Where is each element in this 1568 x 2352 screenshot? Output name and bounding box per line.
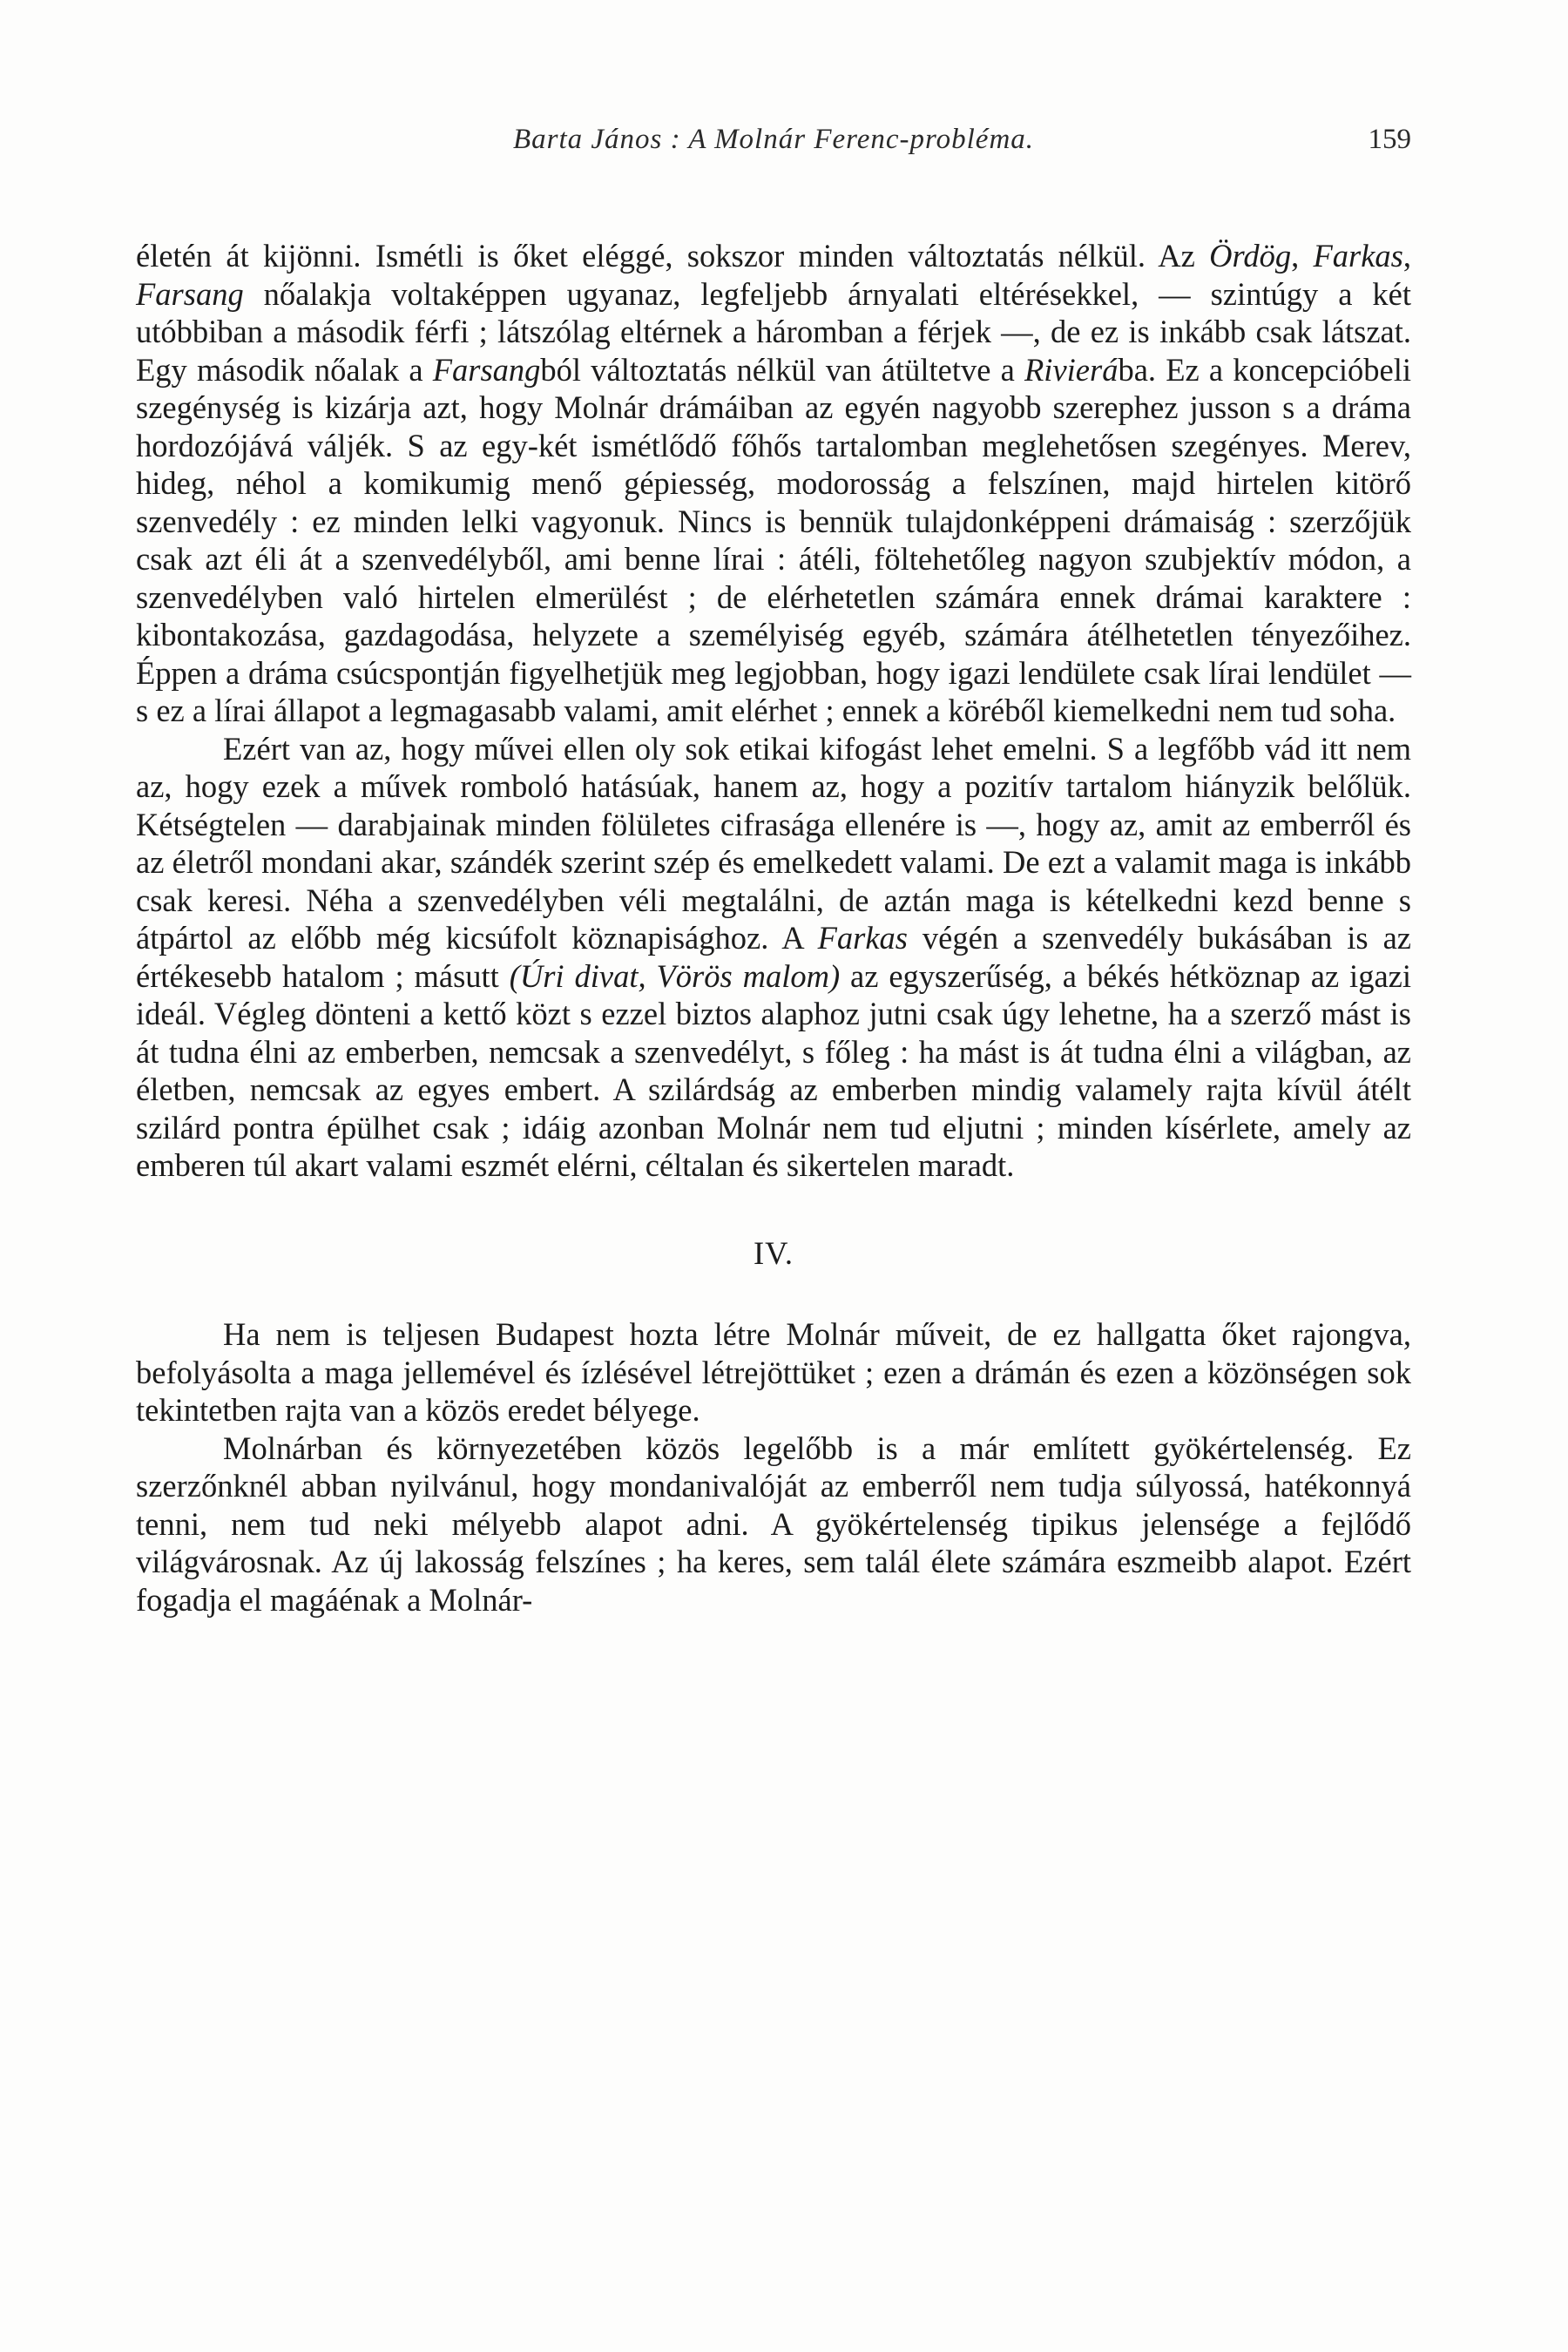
paragraph-budapest: Ha nem is teljesen Budapest hozta létre Molnár műveit, de ez hallgatta őket rajongva, befolyásolta a maga jellemével és ízlésével létrejöttüket ; ezen a drámán és ezen a közönségen sok tekintetben rajta van a közös eredet bélyege. — [136, 1316, 1411, 1428]
paragraph-rootlessness: Molnárban és környezetében közös legelőbb is a már említett gyökértelenség. Ez szerzőnknél abban nyilvánul, hogy mondanivalóját az emberről nem tudja súlyossá, hatékonnyá tenni, nem tud neki mélyebb alapot adni. A gyökértelenség tipikus jelensége a fejlődő világvárosnak. Az új lakosság felszínes ; ha keres, sem talál élete számára eszmeibb alapot. Ezért fogadja el magáénak a Molnár- — [136, 1429, 1411, 1618]
paragraph-ethics — [136, 730, 1411, 1185]
title-farsang: Farsang — [136, 275, 244, 312]
text-run: Ezért van az, hogy művei ellen oly sok etikai kifogást lehet emelni. S a legfőbb vád itt nem az, hogy ezek a művek romboló hatásúak, hanem az, hogy a pozitív tartalom hiányzik belőlük. Kétségtelen — darabjainak minden fölületes cifrasága ellenére is —, hogy az, amit az emberről és az életről mondani akar, szándék szerint szép és emelkedett valami. De ezt a valamit maga is inkább csak keresi. Néha a szenvedélyben véli megtalálni, de aztán maga is kételkedni kezd benne s átpártol az előbb még kicsúfolt köznapisághoz. A — [136, 730, 1411, 956]
title-uri-divat-voros-malom: (Úri divat, Vörös malom) — [509, 957, 841, 994]
title-ordog: Ördög — [1209, 238, 1292, 274]
section-heading: IV. — [754, 1234, 794, 1271]
text-run: , — [1291, 238, 1314, 274]
text-run: , — [1402, 238, 1411, 274]
title-farsang-2: Farsang — [432, 351, 541, 388]
text-run: életén át kijönni. Ismétli is őket eléggé, sokszor minden változtatás nélkül. Az — [136, 238, 1210, 274]
page-number: 159 — [1368, 124, 1411, 155]
title-farkas: Farkas — [1313, 238, 1403, 274]
text-run: az egyszerűség, a békés hétköznap az igazi ideál. Végleg dönteni a kettő közt s ezzel biztos alaphoz jutni csak úgy lehetne, ha a szerző mást is át tudna élni az emberben, nemcsak a szenvedélyt, s főleg : ha mást is át tudna élni a világban, az életben, nemcsak az egyes embert. A szilárdság az emberben mindig valamely rajta kívül átélt szilárd pontra épülhet csak ; idáig azonban Molnár nem tud eljutni ; minden kísérlete, amely az emberen túl akart valami eszmét elérni, céltalan és sikertelen maradt. — [136, 957, 1411, 1183]
running-head — [136, 124, 1411, 162]
text-run: végén a szenvedély bukásában is az értékesebb hatalom ; másutt — [136, 920, 1411, 994]
title-farkas-2: Farkas — [817, 920, 908, 956]
text-run: ból változtatás nélkül van átültetve a — [540, 351, 1025, 388]
title-riviera: Rivierá — [1024, 351, 1119, 388]
paragraph-continuation — [136, 237, 1411, 730]
body-text — [136, 237, 1411, 1619]
text-run: ba. Ez a koncepcióbeli szegénység is kizárja azt, hogy Molnár drámáiban az egyén nagyobb szerephez jusson s a dráma hordozójává váljék. S az egy-két ismétlődő főhős tartalomban meglehetősen szegényes. Merev, hideg, néhol a komikumig menő gépiesség, modorosság a felszínen, majd hirtelen kitörő szenvedély : ez minden lelki vagyonuk. Nincs is bennük tulajdonképpeni drámaiság : szerzőjük csak azt éli át a szenvedélyből, ami benne lírai : átéli, föltehetőleg nagyon szubjektív módon, a szenvedélyben való hirtelen elmerülést ; de elérhetetlen számára ennek drámai karaktere : kibontakozása, gazdagodása, helyzete a személyiség egyéb, számára átélhetetlen tényezőihez. Éppen a dráma csúcspontján figyelhetjük meg legjobban, hogy igazi lendülete csak lírai lendület — s ez a lírai állapot a legmagasabb valami, amit elérhet ; ennek a köréből kiemelkedni nem tud soha. — [136, 351, 1411, 728]
text-run: nőalakja voltaképpen ugyanaz, legfeljebb árnyalati eltérésekkel, — szintúgy a két utóbbiban a második férfi ; látszólag eltérnek a háromban a férjek —, de ez is inkább csak látszat. Egy második nőalak a — [136, 275, 1411, 388]
running-title: Barta János : A Molnár Ferenc-probléma. — [512, 124, 1035, 155]
